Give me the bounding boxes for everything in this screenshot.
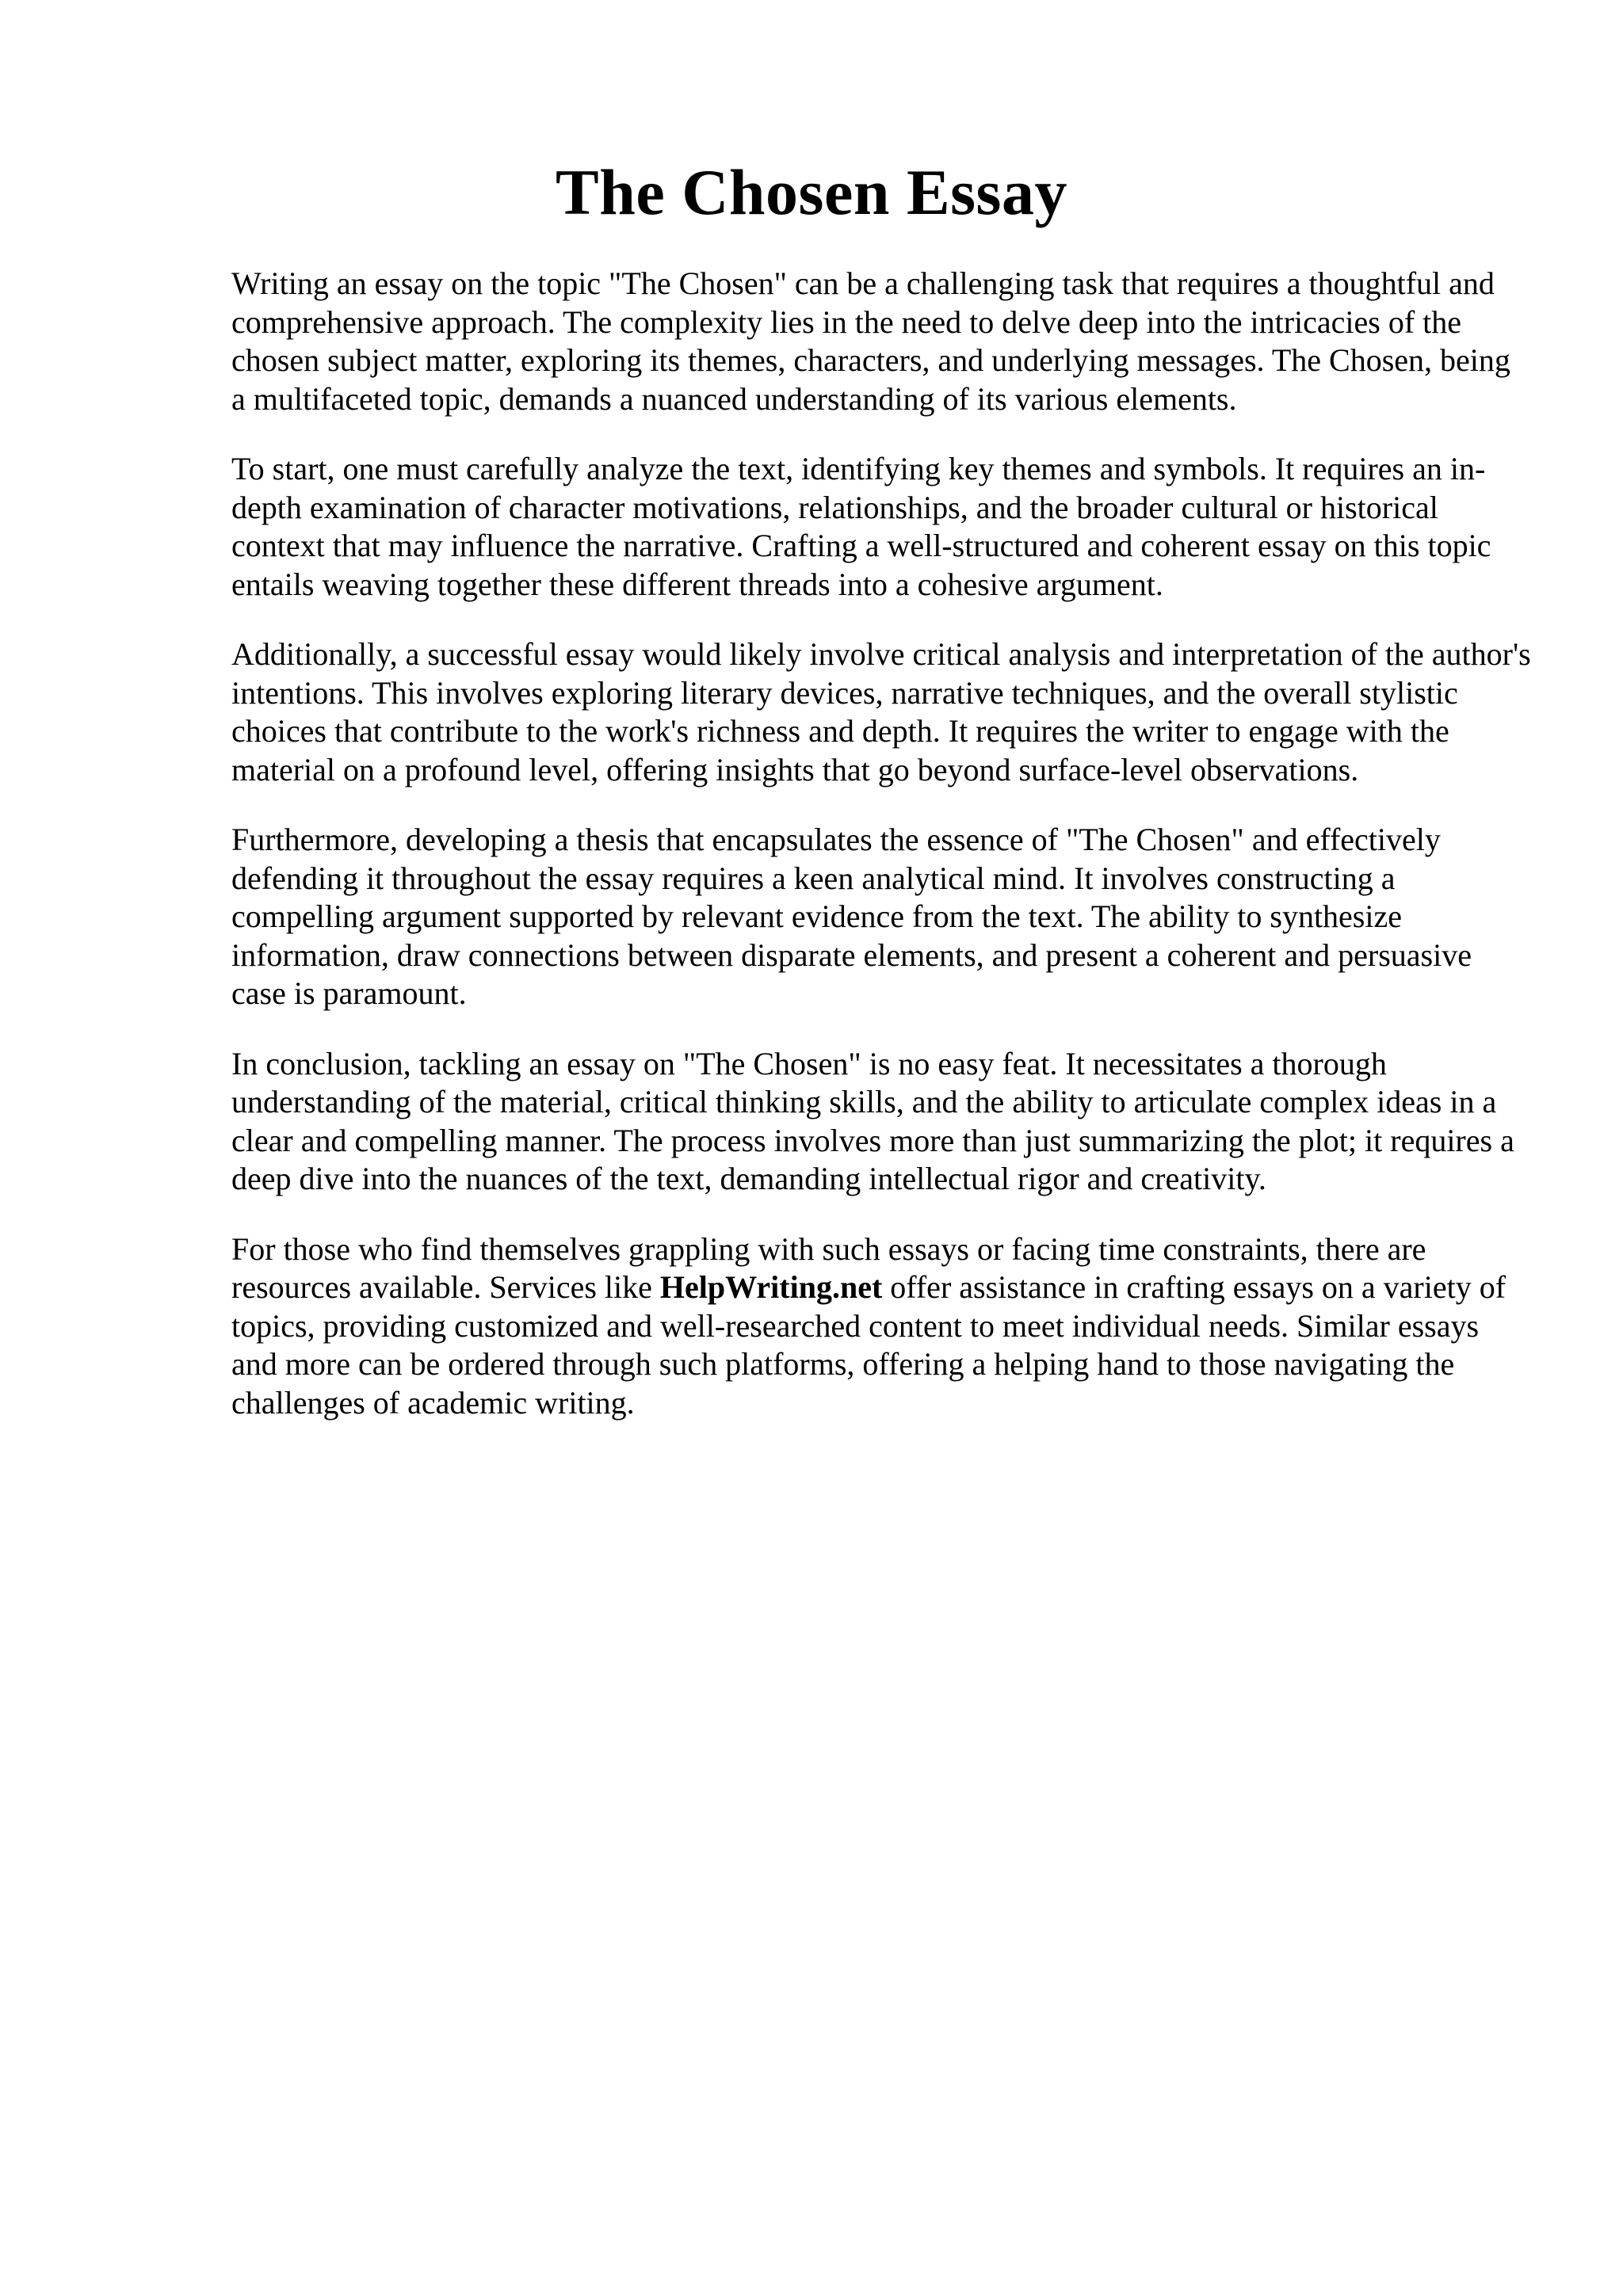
paragraph-5: In conclusion, tackling an essay on "The Chosen" is no easy feat. It necessitates a thorough understanding of the material, critical thinking skills, and the ability to articulate complex ideas in a clear and compelling manner. The process involves more than just summarizing the plot; it requires a deep dive into the nuances of the text, demanding intellectual rigor and creativity. xyxy=(231,1045,1514,1196)
paragraph-3: Additionally, a successful essay would likely involve critical analysis and interpretation of the author's intentions. This involves exploring literary devices, narrative techniques, and the overall stylistic choices that contribute to the work's richness and depth. It requires the writer to engage with the material on a profound level, offering insights that go beyond surface-level observations. xyxy=(231,636,1531,788)
paragraph-2: To start, one must carefully analyze the text, identifying key themes and symbols. It requires an in-depth examination of character motivations, relationships, and the broader cultural or historical context that may influence the narrative. Crafting a well-structured and coherent essay on this topic entails weaving together these different threads into a cohesive argument. xyxy=(231,451,1491,602)
paragraph-6-text-after: offer assistance in crafting essays on a variety of topics, providing customized and well-researched content to meet individual needs. Similar essays and more can be ordered through such platforms, offering a helping hand to those navigating the challenges of academic writing. xyxy=(231,1269,1507,1421)
paragraph-1: Writing an essay on the topic "The Chosen" can be a challenging task that requires a thoughtful and comprehensive approach. The complexity lies in the need to delve deep into the intricacies of the chosen subject matter, exploring its themes, characters, and underlying messages. The Chosen, being a multifaceted topic, demands a nuanced understanding of its various elements. xyxy=(231,265,1510,417)
page-title: The Chosen Essay xyxy=(556,156,1067,228)
paragraph-4: Furthermore, developing a thesis that encapsulates the essence of "The Chosen" and effectively defending it throughout the essay requires a keen analytical mind. It involves constructing a compelling argument supported by relevant evidence from the text. The ability to synthesize information, draw connections between disparate elements, and present a coherent and persuasive case is paramount. xyxy=(231,822,1472,1011)
essay-body xyxy=(231,265,1531,1454)
paragraph-6 xyxy=(231,1230,1531,1423)
helpwriting-brand-name: HelpWriting.net xyxy=(659,1269,883,1305)
paragraph-6-text-before: For those who find themselves grappling with such essays or facing time constraints, there are resources available. Services like xyxy=(231,1230,1426,1305)
